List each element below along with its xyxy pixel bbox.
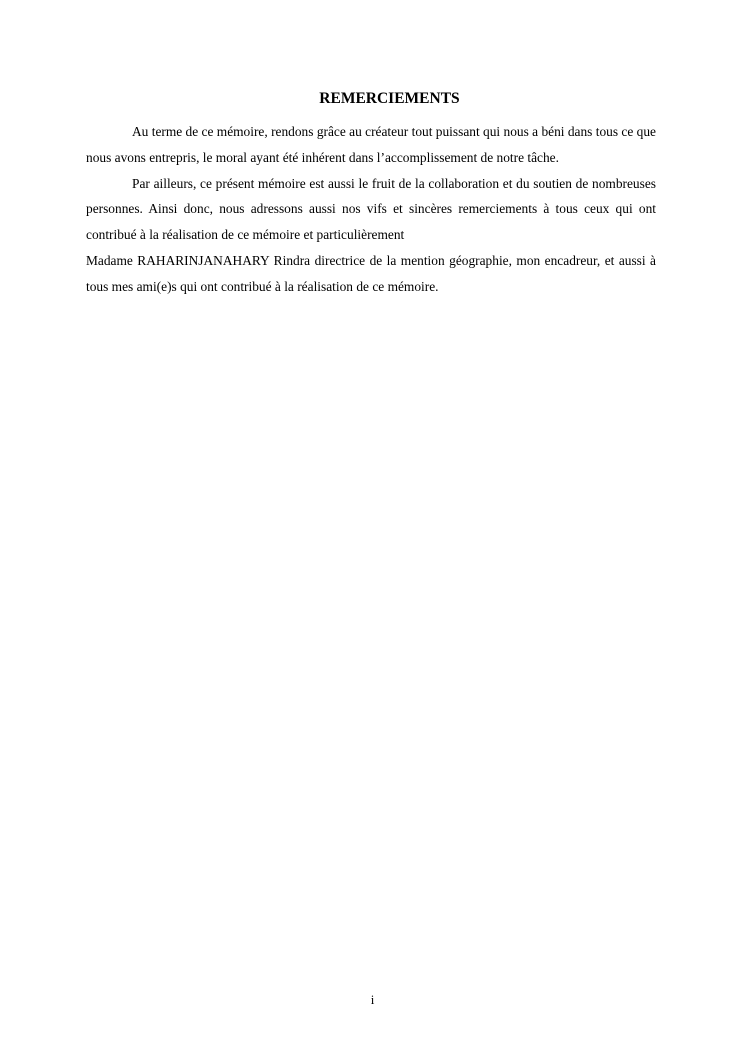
page-title: REMERCIEMENTS xyxy=(319,90,460,107)
paragraph-2: Par ailleurs, ce présent mémoire est aussi le fruit de la collaboration et du soutien de nombreuses personnes. Ainsi donc, nous adressons aussi nos vifs et sincères remerciements à tous ceux qui ont contribué à la réalisation de ce mémoire et particulièrement xyxy=(86,175,656,243)
page-number: i xyxy=(370,992,375,1007)
paragraph-3: Madame RAHARINJANAHARY Rindra directrice de la mention géographie, mon encadreur, et aussi à tous mes ami(e)s qui ont contribué à la réalisation de ce mémoire. xyxy=(86,252,656,294)
acknowledgements-body xyxy=(86,119,656,300)
paragraph-1: Au terme de ce mémoire, rendons grâce au créateur tout puissant qui nous a béni dans tous ce que nous avons entrepris, le moral ayant été inhérent dans l’accomplissement de notre tâche. xyxy=(86,124,656,165)
